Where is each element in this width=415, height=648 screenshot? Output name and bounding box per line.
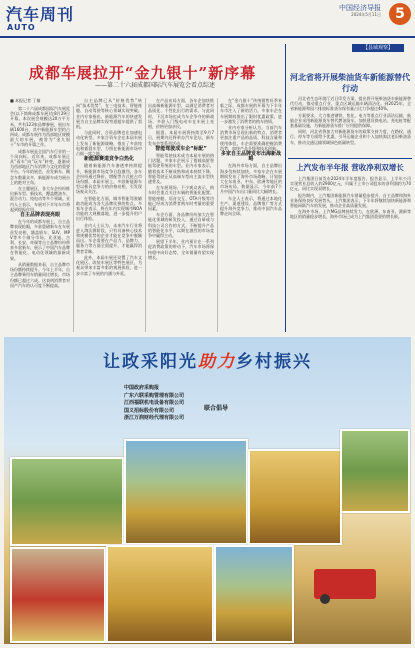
paragraph: 在“金九银十”传统销售旺季来临之际，成都车展的开幕为下半年车市注入了新的活力。多家车企在车展期间推出了限时优惠政策，进一步激发了消费者的购车热情。 <box>220 98 282 124</box>
farm-photo <box>248 449 342 545</box>
paragraph: 车企人士表示，将通过本地化生产、渠道建设、品牌推广等方式提升海外竞争力，推动中国汽车品牌走向全球。 <box>220 195 282 217</box>
harvester-illustration <box>314 569 376 599</box>
public-service-advertisement <box>4 337 411 644</box>
paragraph: 第二十六届成都国际汽车展览会(以下简称成都车展)在8月29日开幕。本次展会规模达20万平方米，共有123家品牌参展，展出车辆1600台，其中新能源车型约占四成。成都车展作为西部地区规模最大的车展，被誉为“金九银十”车市的开篇之作。 <box>10 106 70 148</box>
paragraph: 随着新能源汽车渗透率持续提升，新能源市场竞争日趋激烈。各车企纷纷通过降价、增配等方式抢占市场份额。本届车展上，多款新能源车型以极具竞争力的价格亮相，引发现场观众关注。 <box>76 163 142 195</box>
paragraph: 在今年的成都车展上，自主品牌表现抢眼，多款重磅新车在车展首发亮相，涵盖轿车、SUV、MPV等多个细分市场。比亚迪、吉利、长安、奇瑞等自主品牌纷纷带来多款新车，展示了中国汽车品牌在智能化、电动化领域的最新成果。 <box>10 219 70 261</box>
paragraph: 车企方面，各品牌纷纷加大在智能化领域的研发投入，通过自研或与科技公司合作的方式，不断提升产品的智能化水平，以期在激烈的市场竞争中赢得主动。 <box>148 212 214 239</box>
right-article-2-body <box>290 176 411 332</box>
section-title: 汽车周刊 <box>6 5 75 24</box>
paragraph: 在海外市场方面，自主品牌出海步伐持续加快。多家车企在车展期间发布了海外市场战略，计划加大在东南亚、中东、欧洲等地区的市场布局。数据显示，今年前7个月中国汽车出口量同比大幅增长。 <box>220 163 282 195</box>
article-subhead: 多家自主品牌发布出海新战略 <box>220 151 281 163</box>
paragraph: 成都车展是全国汽车行业的一个风向标。近年来，成都车展正从“看车”向“玩车”转变，逐渐成为西部地区汽车消费与文化的重要平台。今年的展会，首发新车、概念车数量众多，新能源车成为展台上的绝对主角。 <box>10 148 70 185</box>
paragraph: 在车展现场，不少观众表示，购车时会重点关注车辆的智能化配置。智能座舱、语音交互、OTA升级等功能已经成为消费者购车时考量的重要因素。 <box>148 185 214 212</box>
paragraph: 据悉，本届车展将持续至9月7日，展期内还将举办汽车论坛、新车发布会等系列活动。 <box>148 130 214 146</box>
paragraph: 业内专家分析认为，当前汽车消费市场呈现出新的特点，消费者更加注重产品的品质、科技含量和使用体验。车企需要准确把握消费趋势，加快产品升级和技术创新。 <box>220 125 282 151</box>
column-tag: 【县域观察】 <box>352 44 404 52</box>
farm-photo <box>106 545 214 643</box>
article-subhead: 智能驾驶成车企“标配” <box>155 145 207 152</box>
farm-photo <box>214 545 294 643</box>
paragraph: 从销量数据来看，自主品牌市场份额持续提升。今年上半年，自主品牌乘用车销量同比增长，市场份额已超过六成。这表明消费者对国产汽车的认可度不断提高。 <box>10 261 70 288</box>
paragraph: 上汽集团日前发布2024年半年度报告。报告显示，上半年公司实现营业总收入约2900亿元，归属于上市公司股东的净利润约为70亿元，同比实现双增长。 <box>290 176 411 192</box>
paragraph: 在产品布局方面，各车企加快推出高端新能源车型，以满足消费者对品质化、个性化出行的需求。与此同时，下沉市场也成为车企争夺的新战场，多款入门级电动车在车展上亮相，价格更加亲民。 <box>148 98 214 130</box>
ad-issuer-list <box>124 385 184 423</box>
column-divider <box>73 106 74 332</box>
paragraph: 智能驾驶技术成为本届车展的热门话题。多家车企展示了搭载高阶智能驾驶系统的车型。业内专家表示，随着技术不断成熟和成本持续下降，智能驾驶正从高端车型向主流车型快速普及。 <box>148 153 214 185</box>
paragraph: 在主题展区，各大车企纷纷推出新车型、新技术，覆盖燃油车、混合动力、纯电动等多个领域。业内人士表示，车展对下半年车市将起到提振作用。 <box>10 186 70 212</box>
issuer-name: 广东六联采购管理有限公司 <box>124 392 185 399</box>
ad-title <box>4 347 411 372</box>
paragraph: 方案要求，大力推进钢铁、焦化、电力等重点行业清洁运输，鼓励企业采用新能源货车替代燃油货车。加快建设换电站、充电桩等配套基础设施，为新能源货车推广应用提供保障。 <box>290 112 411 129</box>
paragraph: 自主品牌已从“价格优势”转向“技术优势”，在三电技术、智能座舱、自动驾驶等核心领域实现突破。业内专家指出，新能源汽车的快速发展为自主品牌实现弯道超车提供了契机。 <box>76 98 142 130</box>
issuer-name: 江西福联机电设备有限公司 <box>124 400 185 407</box>
ad-title-highlight: 助力 <box>198 352 236 372</box>
paragraph: 在智能化方面，城市智能驾驶辅助功能成为各大品牌比拼的焦点。多家车企表示，将在年内实现城市NOA功能的大规模落地，进一步提升用户出行体验。 <box>76 195 142 222</box>
farm-photo <box>10 457 124 546</box>
ad-title-part: 乡村振兴 <box>236 352 312 372</box>
paper-name: 中国经济导报 <box>339 4 381 12</box>
article-title: 河北省将开展柴油货车新能源替代行动 <box>290 72 410 93</box>
section-subtitle: AUTO <box>7 23 36 32</box>
farm-photo <box>124 439 248 545</box>
ad-sponsor-label: 联合倡导 <box>204 405 229 412</box>
farm-photo <box>340 429 410 513</box>
article-subhead: 新能源赛道竞争白热化 <box>83 156 134 163</box>
issuer-name: 中国政府采购报 <box>124 385 160 391</box>
article-column-4 <box>220 98 282 332</box>
column-divider <box>217 98 218 332</box>
column-divider <box>145 98 146 332</box>
issuer-name: 国义招标股份有限公司 <box>124 407 175 414</box>
issuer-name: 浙江万润财经代理有限公司 <box>124 415 185 422</box>
main-headline: 成都车展拉开“金九银十”新序幕 <box>28 64 257 82</box>
ad-title-part: 让政采阳光 <box>103 352 198 372</box>
section-rule <box>288 158 412 159</box>
paragraph: 与此同时，合资品牌也在加速电动化转型。多家合资车企在本届车展上发布了新能源战略，推出了多款纯电和插混车型，力图在新能源市场中占据一席之地。 <box>76 130 142 157</box>
paragraph: 河北省生态环境厅近日印发方案，提出将开展柴油货车新能源替代行动，推动重点行业、重点区域运输车辆清洁化。到2025年，全省新能源和国六排放标准货车保有量占比力争超过40%。 <box>290 96 411 112</box>
right-article-1-body <box>290 96 411 156</box>
article-subhead: 自主品牌表现亮眼 <box>19 212 60 219</box>
paragraph: 此外，本届车展还设置了汽车文化展区、改装车展区等特色展区，为观众带来丰富多彩的观展体验，进一步丰富了车展的内涵与外延。 <box>76 254 142 276</box>
paragraph: 在海外市场，上汽MG品牌持续发力，在欧洲、东南亚、澳新等地区的销量稳步增长，海外市场已成为上汽集团重要的增长极。 <box>290 209 411 220</box>
paragraph: 展望下半年，业内预计在一系列促消费政策的带动下，汽车市场将保持稳中向好态势，全年销量有望实现增长。 <box>148 239 214 260</box>
paragraph: 业内人士认为，未来汽车行业将进入淘汰赛阶段，只有具备核心技术和规模优势的企业才能在竞争中脱颖而出。车企需要在产品力、品牌力、服务力等方面全面提升，才能赢得消费者青睐。 <box>76 222 142 254</box>
masthead-rule <box>0 36 415 38</box>
article-column-3 <box>148 98 214 332</box>
right-column-divider <box>285 44 286 332</box>
byline: ■ 本报记者 丁楠 <box>10 98 41 103</box>
article-column-1 <box>10 106 70 332</box>
paper-date: 2024年5月11日 <box>351 12 381 17</box>
paragraph: 报告期内，上汽集团新能源汽车销量稳步提升，自主品牌和海外业务保持良好发展势头。上汽集团表示，下半年将继续加快新能源和智能网联汽车的发展，推动企业高质量发展。 <box>290 192 411 209</box>
masthead <box>0 0 415 42</box>
farm-photo <box>10 547 106 643</box>
main-subheadline: ——第二十六届成都国际汽车展览会看点综述 <box>94 82 215 89</box>
article-column-2 <box>76 98 142 332</box>
page-number-badge: 5 <box>389 3 411 25</box>
paragraph: 同时，河北省将加大对新能源货车的政策支持力度，在路权、通行、停车等方面给予优惠，引导运输企业和个人加快淘汰老旧柴油货车，推动交通运输领域绿色低碳转型。 <box>290 129 411 145</box>
article-title: 上汽发布半年报 营收净利双增长 <box>296 163 404 172</box>
